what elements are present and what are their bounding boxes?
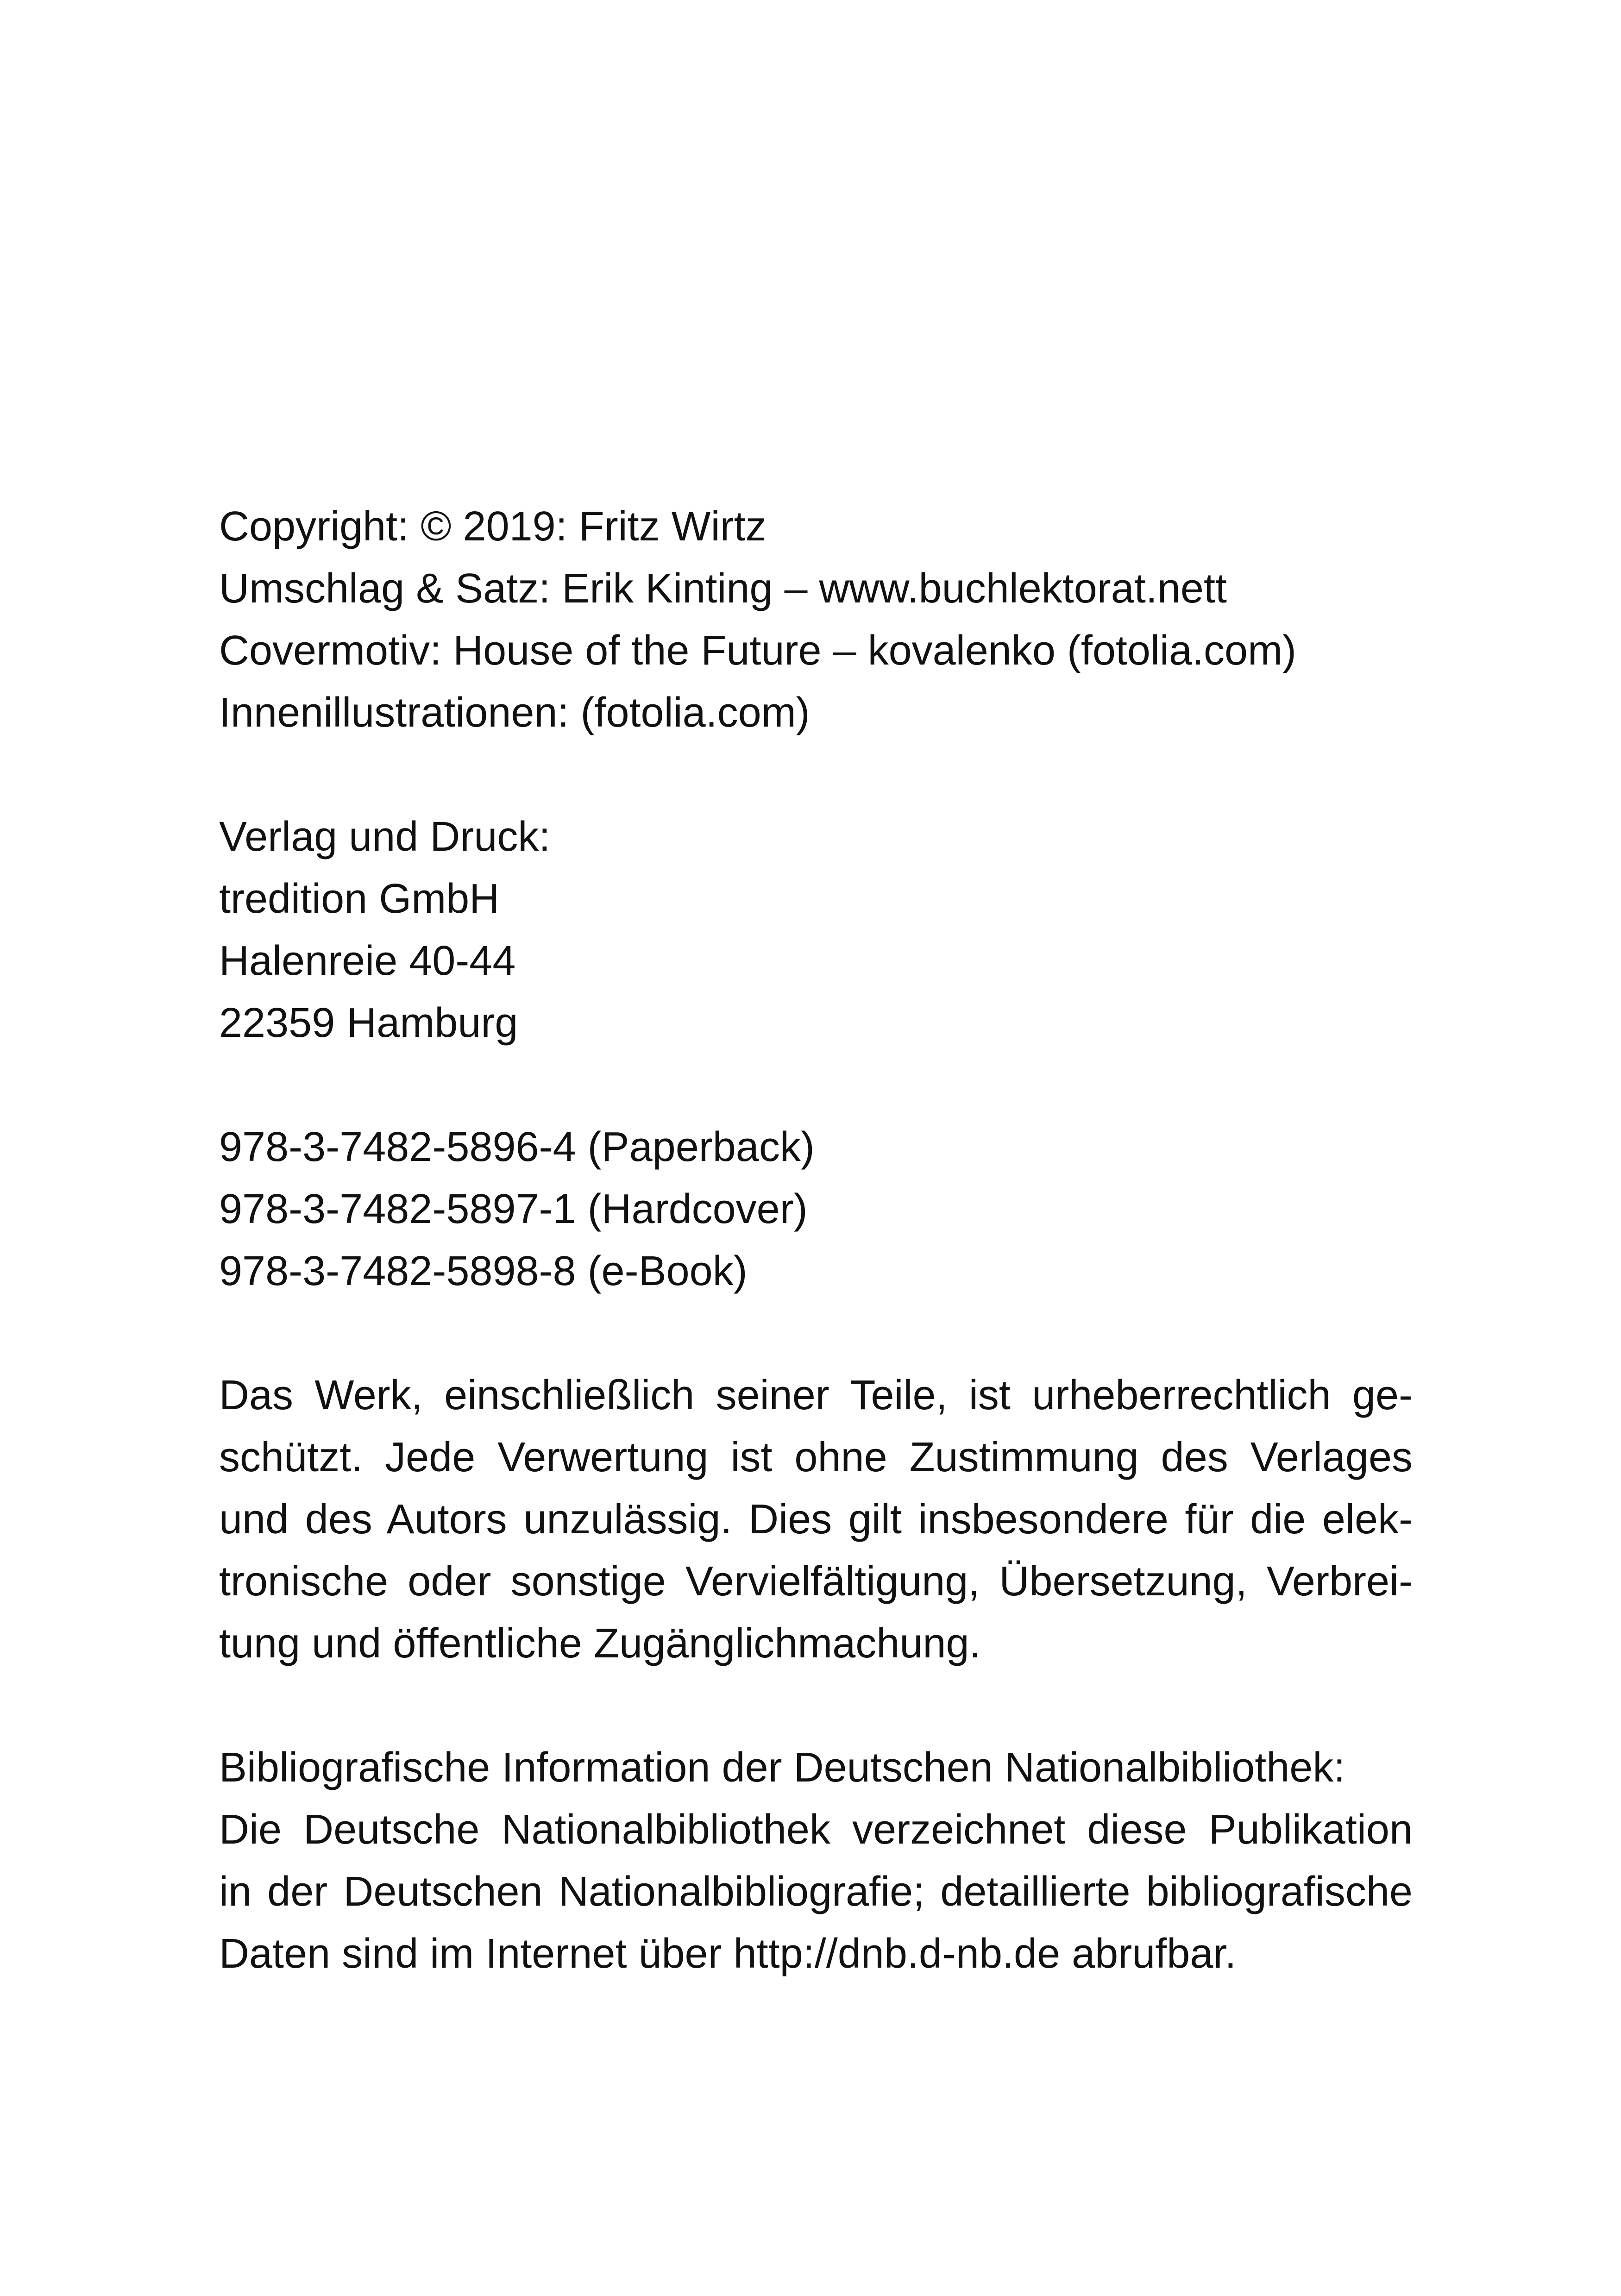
isbn-hardcover: 978-3-7482-5897-1 (Hardcover) bbox=[219, 1186, 808, 1232]
copyright-line: Copyright: © 2019: Fritz Wirtz bbox=[219, 503, 767, 550]
cover-motif-line: Covermotiv: House of the Future – kovalenko (fotolia.com) bbox=[219, 627, 1297, 674]
copyright-notice-line: tung und öffentliche Zugänglichmachung. bbox=[219, 1620, 981, 1667]
bibliographic-line: Die Deutsche Nationalbibliothek verzeichnet diese Publikation bbox=[219, 1807, 1413, 1853]
copyright-notice-line: tronische oder sonstige Vervielfältigung, Übersetzung, Verbrei- bbox=[219, 1558, 1413, 1605]
isbn-paperback: 978-3-7482-5896-4 (Paperback) bbox=[219, 1124, 815, 1170]
bibliographic-info bbox=[219, 1737, 1413, 1985]
copyright-notice bbox=[219, 1364, 1413, 1675]
copyright-notice-line: Das Werk, einschließlich seiner Teile, ist urheberrechtlich ge- bbox=[219, 1372, 1413, 1418]
imprint-content bbox=[219, 496, 1413, 2047]
illustrations-line: Innenillustrationen: (fotolia.com) bbox=[219, 690, 810, 736]
publisher-street: Halenreie 40-44 bbox=[219, 938, 516, 984]
bibliographic-line: Daten sind im Internet über http://dnb.d-nb.de abrufbar. bbox=[219, 1931, 1237, 1977]
cover-design-line: Umschlag & Satz: Erik Kinting – www.buchlektorat.nett bbox=[219, 565, 1227, 612]
publisher-heading: Verlag und Druck: bbox=[219, 814, 551, 860]
publisher-block bbox=[219, 806, 1413, 1054]
copyright-notice-line: schützt. Jede Verwertung ist ohne Zustimmung des Verlages bbox=[219, 1434, 1413, 1480]
credits-block bbox=[219, 496, 1413, 744]
copyright-notice-line: und des Autors unzulässig. Dies gilt insbesondere für die elek- bbox=[219, 1496, 1413, 1543]
publisher-name: tredition GmbH bbox=[219, 876, 500, 922]
publisher-city: 22359 Hamburg bbox=[219, 1000, 518, 1046]
bibliographic-heading: Bibliografische Information der Deutschen Nationalbibliothek: bbox=[219, 1744, 1345, 1791]
isbn-block bbox=[219, 1116, 1413, 1302]
isbn-ebook: 978-3-7482-5898-8 (e-Book) bbox=[219, 1248, 748, 1294]
bibliographic-line: in der Deutschen Nationalbibliografie; detaillierte bibliografische bbox=[219, 1869, 1413, 1915]
